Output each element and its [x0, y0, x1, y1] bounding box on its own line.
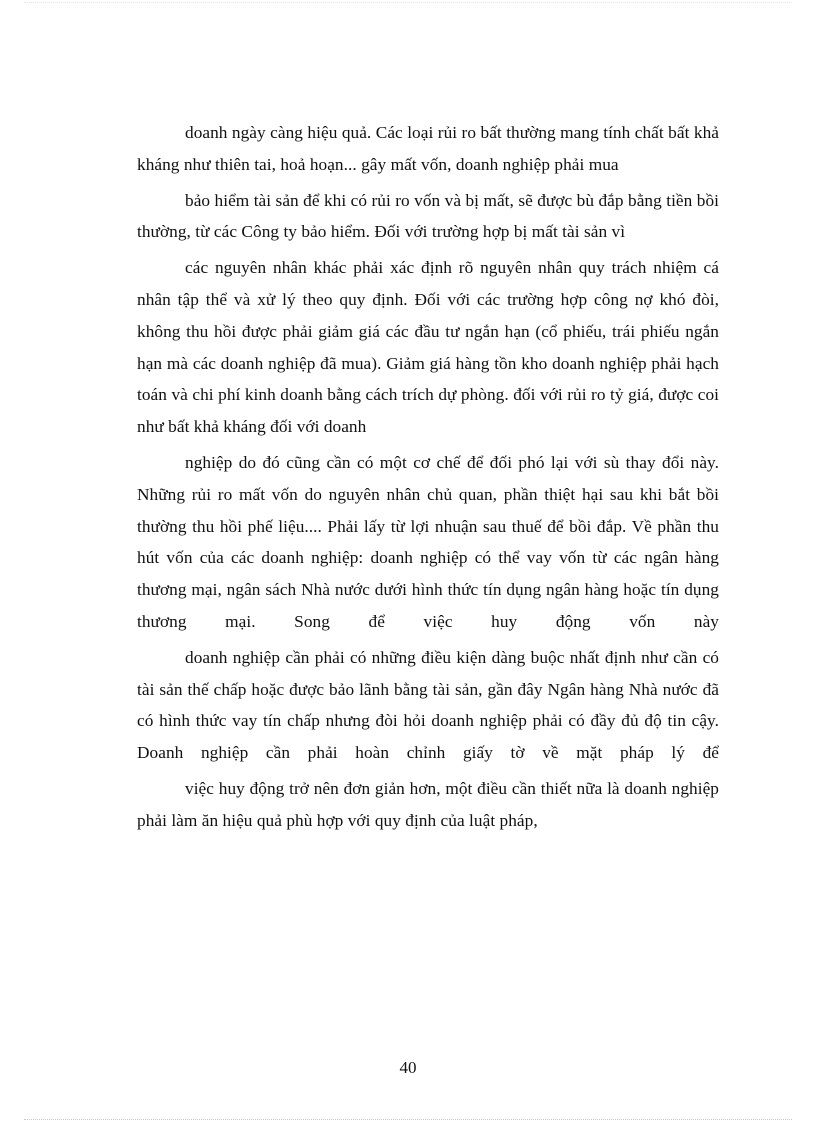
paragraph-6: việc huy động trở nên đơn giản hơn, một điều cần thiết nữa là doanh nghiệp phải làm ăn hiệu quả phù hợp với quy định của luật pháp, — [137, 778, 719, 830]
paragraph-5: doanh nghiệp cần phải có những điều kiện dàng buộc nhất định như cần có tài sản thế chấp hoặc được bảo lãnh bằng tài sản, gần đây Ngân hàng Nhà nước đã có hình thức vay tín chấp nhưng đòi hỏi doanh nghiệp phải có đầy đủ độ tin cậy. Doanh nghiệp cần phải hoàn chỉnh giấy tờ về mặt pháp lý để — [137, 647, 719, 763]
paragraph-3: các nguyên nhân khác phải xác định rõ nguyên nhân quy trách nhiệm cá nhân tập thể và xử lý theo quy định. Đối với các trường hợp công nợ khó đòi, không thu hồi được phải giảm giá các đầu tư ngắn hạn (cổ phiếu, trái phiếu ngắn hạn mà các doanh nghiệp đã mua). Giảm giá hàng tồn kho doanh nghiệp phải hạch toán và chi phí kinh doanh bằng cách trích dự phòng. đối với rủi ro tỷ giá, được coi như bất khả kháng đối với doanh — [137, 258, 719, 437]
paragraph-1: doanh ngày càng hiệu quả. Các loại rủi ro bất thường mang tính chất bất khả kháng như thiên tai, hoả hoạn... gây mất vốn, doanh nghiệp phải mua — [137, 123, 719, 174]
bottom-dotted-border — [24, 1119, 792, 1120]
top-dotted-border — [24, 2, 792, 3]
paragraph-2: bảo hiểm tài sản để khi có rủi ro vốn và bị mất, sẽ được bù đắp bằng tiền bồi thường, từ các Công ty bảo hiểm. Đối với trường hợp bị mất tài sản vì — [137, 190, 719, 242]
document-body — [137, 117, 719, 841]
paragraph-4: nghiệp do đó cũng cần có một cơ chế để đối phó lại với sù thay đổi này. Những rủi ro mất vốn do nguyên nhân chủ quan, phần thiệt hại sau khi bắt bồi thường thu hồi phế liệu.... Phải lấy từ lợi nhuận sau thuế để bồi đắp. Về phần thu hút vốn của các doanh nghiệp: doanh nghiệp có thể vay vốn từ các ngân hàng thương mại, ngân sách Nhà nước dưới hình thức tín dụng ngân hàng hoặc tín dụng thương mại. Song để việc huy động vốn này — [137, 452, 719, 631]
page-number: 40 — [399, 1058, 417, 1077]
